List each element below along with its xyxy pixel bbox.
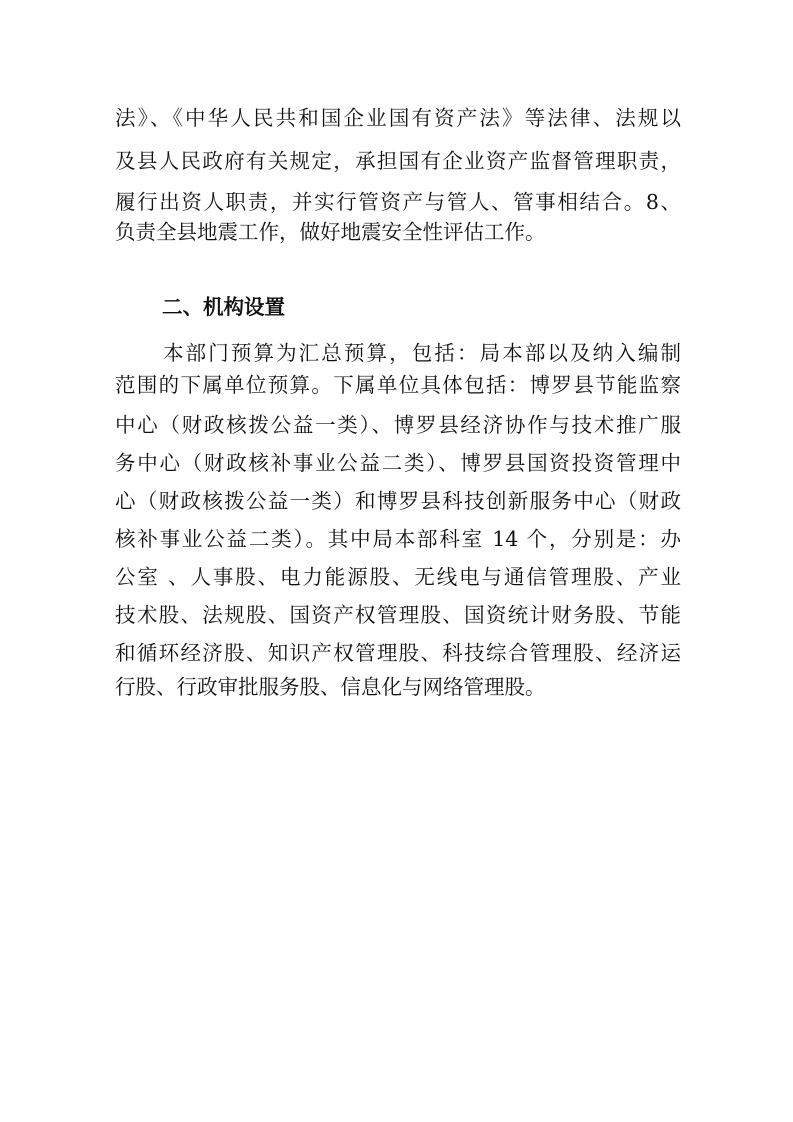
paragraph-2-line-6: 核补事业公益二类）。其中局本部科室 14 个，分别是：办 xyxy=(115,527,681,551)
paragraph-1-line-2: 及县人民政府有关规定，承担国有企业资产监督管理职责， xyxy=(115,149,681,173)
paragraph-2-line-2: 范围的下属单位预算。下属单位具体包括：博罗县节能监察 xyxy=(115,373,681,397)
section-heading: 二、机构设置 xyxy=(162,295,285,319)
paragraph-2-line-7: 公室 、人事股、电力能源股、无线电与通信管理股、产业 xyxy=(115,565,681,589)
paragraph-2-line-5: 心（财政核拨公益一类）和博罗县科技创新服务中心（财政 xyxy=(115,489,681,513)
paragraph-1-line-4: 负责全县地震工作，做好地震安全性评估工作。 xyxy=(115,220,546,244)
paragraph-2-line-3: 中心（财政核拨公益一类）、博罗县经济协作与技术推广服 xyxy=(115,413,681,437)
paragraph-2-line-1: 本部门预算为汇总预算，包括：局本部以及纳入编制 xyxy=(163,341,681,365)
paragraph-2-line-4: 务中心（财政核补事业公益二类）、博罗县国资投资管理中 xyxy=(115,451,681,475)
paragraph-2-line-9: 和循环经济股、知识产权管理股、科技综合管理股、经济运 xyxy=(115,641,681,665)
paragraph-2-line-8: 技术股、法规股、国资产权管理股、国资统计财务股、节能 xyxy=(115,603,681,627)
paragraph-1-line-3: 履行出资人职责，并实行管资产与管人、管事相结合。8、 xyxy=(115,190,681,214)
paragraph-1-line-1: 法》、《中华人民共和国企业国有资产法》等法律、法规以 xyxy=(115,106,681,130)
paragraph-2-line-10: 行股、行政审批服务股、信息化与网络管理股。 xyxy=(115,675,546,699)
